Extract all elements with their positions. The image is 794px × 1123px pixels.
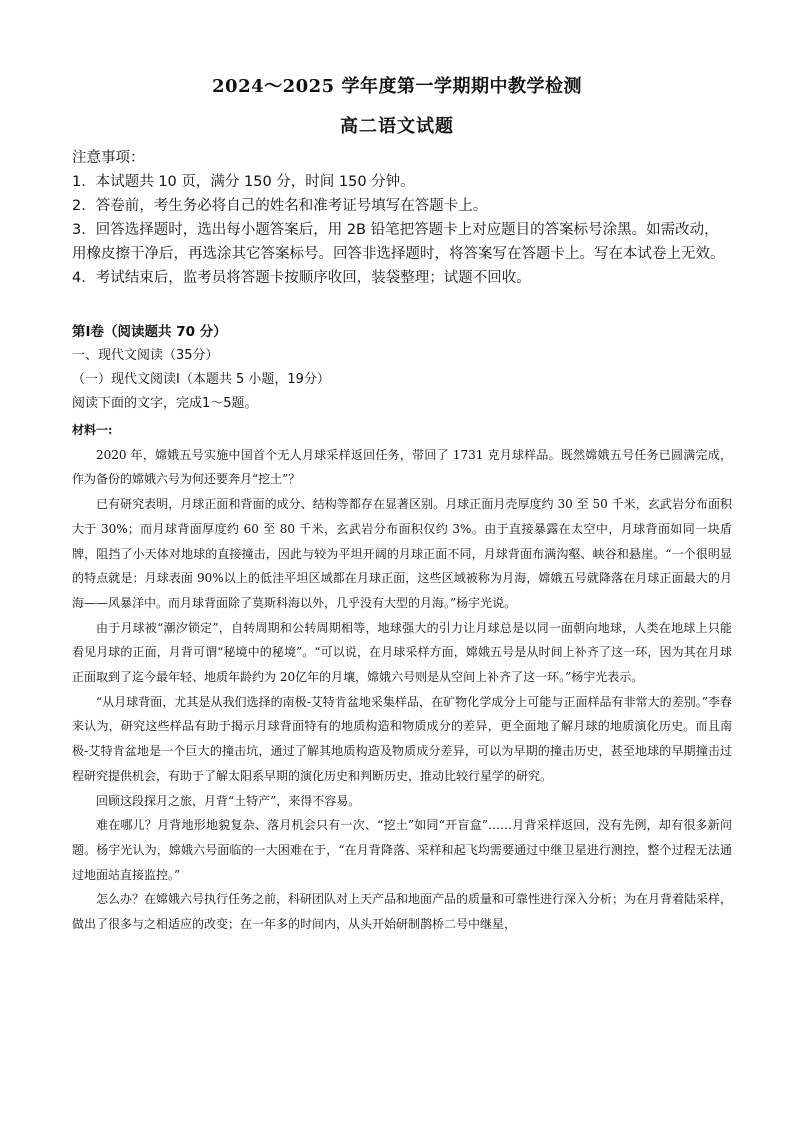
- notice-item-3: 3．回答选择题时，选出每小题答案后，用 2B 铅笔把答题卡上对应题目的答案标号涂黑。如需改动，用橡皮擦干净后，再选涂其它答案标号。回答非选择题时，将答案写在答题卡上。写在本试卷上无效。: [72, 222, 725, 262]
- material-paragraph: 已有研究表明，月球正面和背面的成分、结构等都存在显著区别。月球正面月壳厚度约 30 至 50 千米，玄武岩分布面积大于 30%；而月球背面厚度约 60 至 80 千米，玄武岩分布面积仅约 3%。由于直接暴露在太空中，月球背面如同一块盾牌，阻挡了小天体对地球的直接撞击，因此与较为平坦开阔的月球正面不同，月球背面布满沟壑、峡谷和悬崖。“一个很明显的特点就是：月球表面 90%以上的低洼平坦区域都在月球正面，这些区域被称为月海，嫦娥五号就降落在月球正面最大的月海——风暴洋中。而月球背面除了莫斯科海以外，几乎没有大型的月海。”杨宇光说。: [72, 497, 732, 610]
- notice-item-2: 2．答卷前，考生务必将自己的姓名和准考证号填写在答题卡上。: [72, 198, 488, 214]
- reading-material: [72, 418, 732, 937]
- exam-subtitle: 高二语文试题: [340, 116, 454, 137]
- material-paragraph: “从月球背面，尤其是从我们选择的南极-艾特肯盆地采集样品，在矿物化学成分上可能与正面样品有非常大的差别。”李春来认为，研究这些样品有助于揭示月球背面特有的地质构造和物质成分的差异，更全面地了解月球的地质演化历史。而且南极-艾特肯盆地是一个巨大的撞击坑，通过了解其地质构造及物质成分差异，可以为早期的撞击历史，甚至地球的早期撞击过程研究提供机会，有助于了解太阳系早期的演化历史和判断历史，推动比较行星学的研究。: [72, 694, 732, 783]
- subpart-heading: （一）现代文阅读Ⅰ（本题共 5 小题，19分）: [72, 372, 330, 387]
- notice-heading: 注意事项：: [72, 150, 145, 166]
- section-block: [72, 320, 732, 416]
- material-label: 材料一:: [72, 423, 113, 437]
- reading-instruction: 阅读下面的文字，完成1～5题。: [72, 396, 258, 411]
- material-paragraph: 回顾这段探月之旅，月背“土特产”，来得不容易。: [96, 793, 361, 808]
- material-paragraph: 怎么办？在嫦娥六号执行任务之前，科研团队对上天产品和地面产品的质量和可靠性进行深入分析；为在月背着陆采样，做出了很多与之相适应的改变；在一年多的时间内，从头开始研制鹊桥二号中继星，: [72, 892, 733, 932]
- material-paragraph: 由于月球被“潮汐锁定”，自转周期和公转周期相等，地球强大的引力让月球总是以同一面朝向地球，人类在地球上只能看见月球的正面，月背可谓“秘境中的秘境”。“可以说，在月球采样方面，嫦娥五号是从时间上补齐了这一环，因为其在月球正面取到了迄今最年轻、地质年龄约为 20亿年的月壤，嫦娥六号则是从空间上补齐了这一环。”杨宇光表示。: [72, 620, 732, 685]
- notice-item-1: 1．本试题共 10 页，满分 150 分，时间 150 分钟。: [72, 174, 415, 190]
- material-paragraph: 难在哪儿？月背地形地貌复杂、落月机会只有一次、“挖土”如同“开盲盒”……月背采样返回，没有先例，却有很多新问题。杨宇光认为，嫦娥六号面临的一大困难在于，“在月背降落、采样和起飞均需要通过中继卫星进行测控，整个过程无法通过地面站直接监控。”: [72, 818, 732, 882]
- material-paragraph: 2020 年，嫦娥五号实施中国首个无人月球采样返回任务，带回了 1731 克月球样品。既然嫦娥五号任务已圆满完成，作为备份的嫦娥六号为何还要奔月“挖土”？: [72, 447, 732, 487]
- part-heading: 一、现代文阅读（35分）: [72, 348, 219, 363]
- notice-item-4: 4．考试结束后，监考员将答题卡按顺序收回，装袋整理；试题不回收。: [72, 270, 531, 286]
- notice-block: [72, 146, 732, 290]
- exam-title: 2024～2025 学年度第一学期期中教学检测: [212, 76, 582, 97]
- volume-heading: 第Ⅰ卷（阅读题共 70 分）: [72, 324, 227, 340]
